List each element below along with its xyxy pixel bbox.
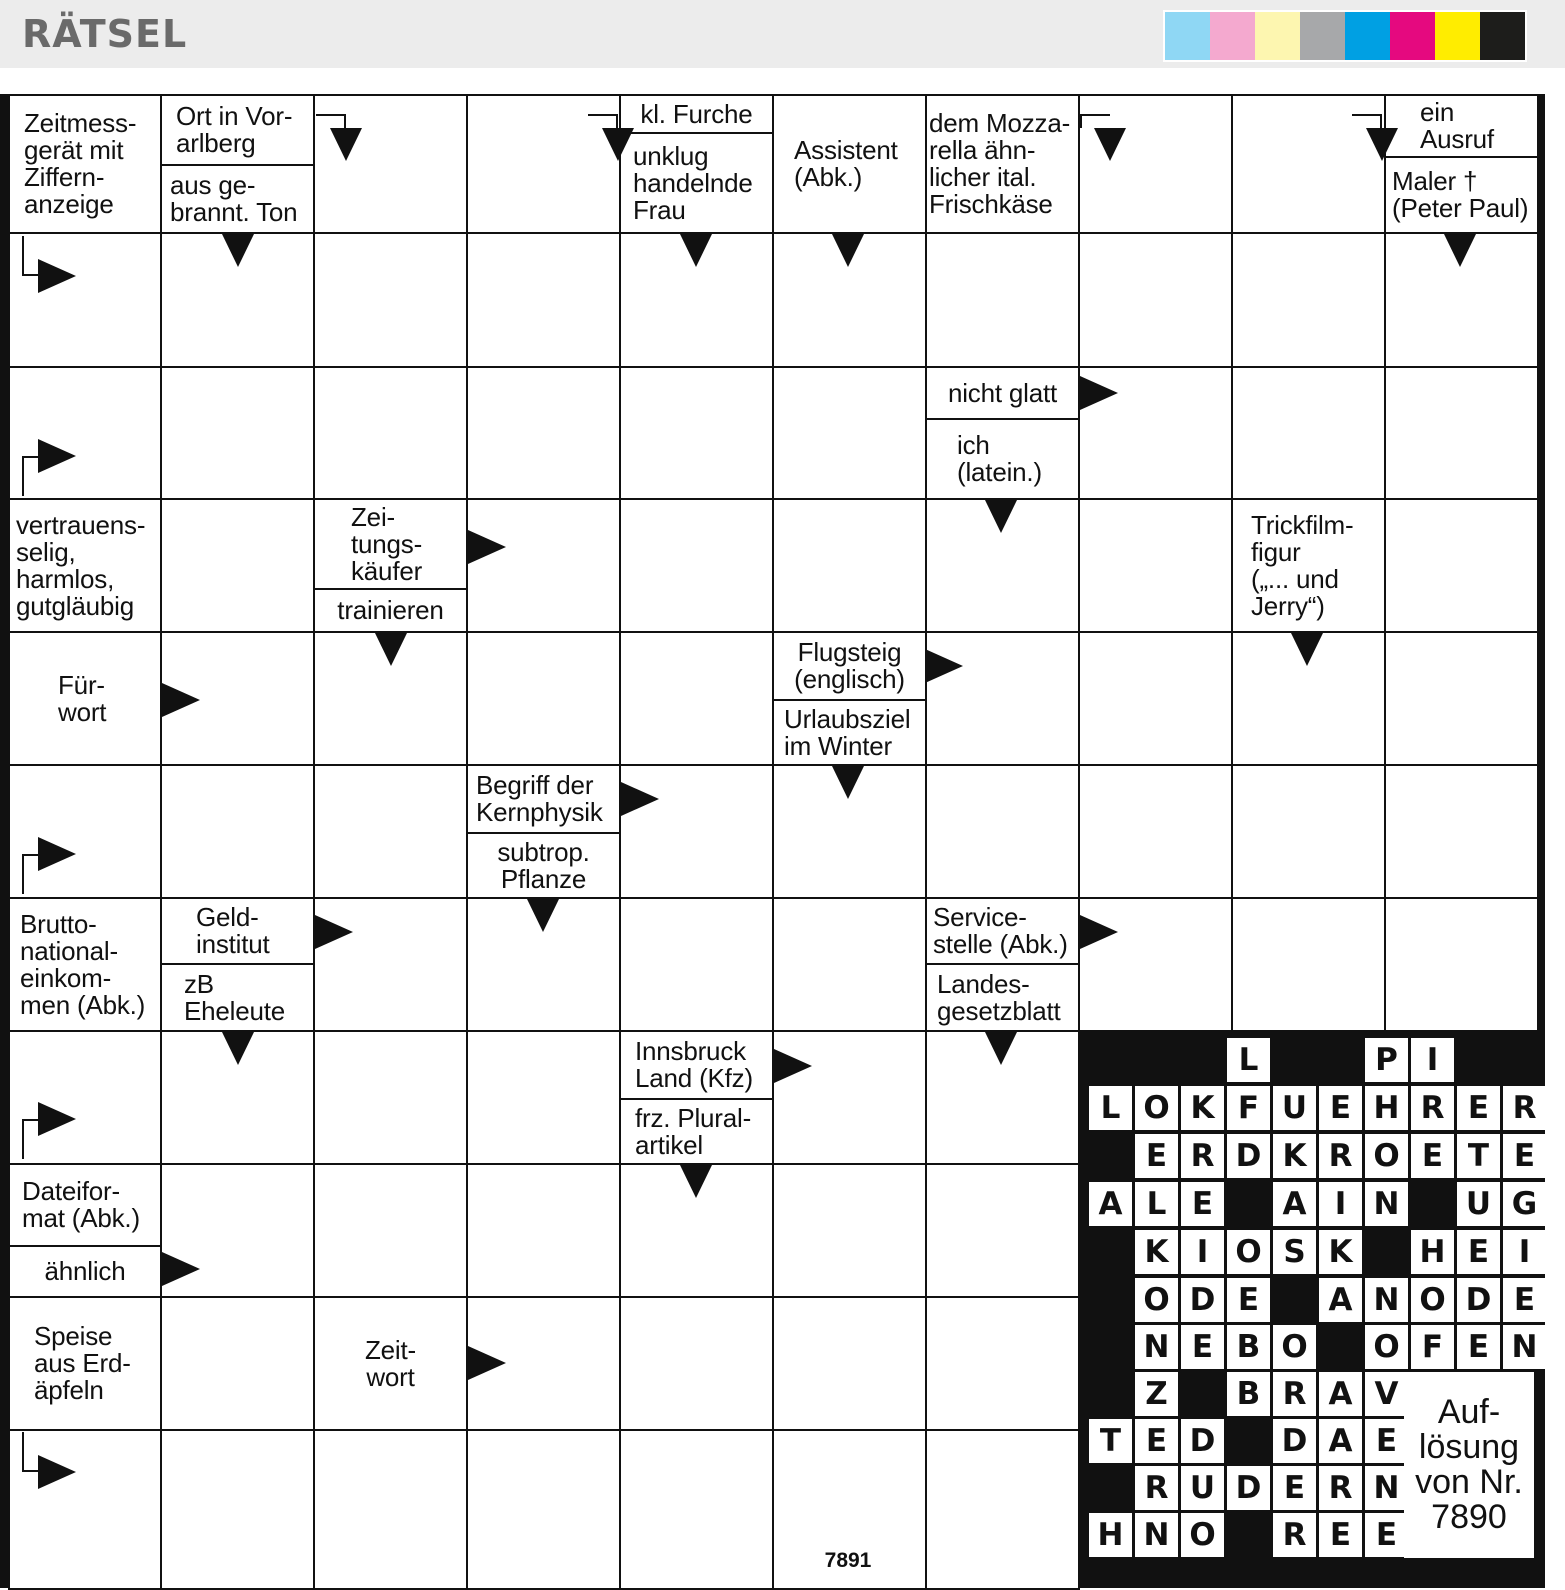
down-arrow-icon: [1444, 234, 1476, 267]
right-arrow-icon: [38, 837, 76, 871]
right-arrow-icon: [468, 530, 506, 564]
clue-servicestelle: Service- stelle (Abk.): [925, 897, 1080, 965]
solution-letter: I: [1411, 1038, 1454, 1082]
solution-letter: D: [1227, 1466, 1270, 1510]
solution-letter: Z: [1135, 1372, 1178, 1416]
color-swatch: [1435, 12, 1480, 60]
answer-cell[interactable]: [619, 498, 774, 633]
down-arrow-icon: [680, 1165, 712, 1198]
clue-mozzarella: dem Mozza- rella ähn- licher ital. Frischkäse: [925, 94, 1080, 234]
solution-letter: U: [1181, 1466, 1224, 1510]
right-arrow-icon: [621, 782, 659, 816]
clue-dateiformat: Dateifor- mat (Abk.): [8, 1163, 162, 1247]
answer-cell[interactable]: [1384, 631, 1539, 766]
answer-cell[interactable]: [1384, 498, 1539, 633]
solution-letter: V: [1365, 1372, 1408, 1416]
answer-cell[interactable]: [925, 764, 1080, 899]
solution-letter: N: [1135, 1513, 1178, 1557]
answer-cell[interactable]: [925, 232, 1080, 368]
solution-letter: E: [1181, 1182, 1224, 1226]
color-swatch: [1210, 12, 1255, 60]
down-arrow-icon: [1291, 633, 1323, 666]
right-arrow-icon: [315, 915, 353, 949]
solution-letter: K: [1273, 1134, 1316, 1178]
solution-letter: N: [1365, 1466, 1408, 1510]
solution-letter: E: [1503, 1134, 1546, 1178]
down-arrow-icon: [375, 633, 407, 666]
solution-letter: L: [1089, 1086, 1132, 1130]
answer-cell[interactable]: [313, 764, 468, 899]
solution-letter: I: [1181, 1230, 1224, 1274]
answer-cell[interactable]: [619, 366, 774, 500]
solution-letter: E: [1365, 1513, 1408, 1557]
color-swatch: [1165, 12, 1210, 60]
answer-cell[interactable]: [619, 897, 774, 1032]
answer-cell[interactable]: [772, 1163, 927, 1298]
solution-letter: A: [1273, 1182, 1316, 1226]
solution-letter: D: [1457, 1278, 1500, 1322]
solution-letter: R: [1503, 1086, 1546, 1130]
solution-letter: B: [1227, 1372, 1270, 1416]
down-arrow-icon: [330, 128, 362, 161]
solution-letter: D: [1181, 1278, 1224, 1322]
solution-letter: E: [1411, 1134, 1454, 1178]
clue-zeitmessgeraet: Zeitmess- gerät mit Ziffern- anzeige: [8, 94, 162, 234]
right-arrow-icon: [774, 1049, 812, 1083]
clue-ausruf: ein Ausruf: [1384, 94, 1539, 158]
solution-letter: A: [1319, 1372, 1362, 1416]
answer-cell[interactable]: [466, 498, 621, 633]
answer-cell[interactable]: [466, 1163, 621, 1298]
clue-trainieren: trainieren: [313, 588, 468, 633]
clue-landesgesetzblatt: Landes- gesetzblatt: [925, 963, 1080, 1032]
answer-cell[interactable]: [160, 1429, 315, 1590]
solution-letter: B: [1227, 1325, 1270, 1369]
solution-letter: R: [1273, 1513, 1316, 1557]
solution-letter: E: [1365, 1419, 1408, 1463]
answer-cell[interactable]: [1384, 764, 1539, 899]
corner-arrow-line: [1080, 114, 1110, 128]
clue-kl-furche: kl. Furche: [619, 94, 774, 134]
answer-cell[interactable]: [772, 897, 927, 1032]
color-swatch: [1255, 12, 1300, 60]
down-arrow-icon: [527, 899, 559, 932]
color-swatch: [1480, 12, 1525, 60]
solution-letter: E: [1457, 1086, 1500, 1130]
down-arrow-icon: [1366, 128, 1398, 161]
clue-urlaubsziel: Urlaubsziel im Winter: [772, 699, 927, 766]
color-swatch: [1300, 12, 1345, 60]
solution-grid: [1078, 1030, 1545, 1588]
clue-aehnlich: ähnlich: [8, 1245, 162, 1298]
right-arrow-icon: [38, 1455, 76, 1489]
solution-letter: K: [1319, 1230, 1362, 1274]
solution-letter: O: [1135, 1086, 1178, 1130]
solution-letter: A: [1319, 1278, 1362, 1322]
solution-letter: L: [1227, 1038, 1270, 1082]
answer-cell[interactable]: [1384, 366, 1539, 500]
solution-letter: N: [1365, 1182, 1408, 1226]
answer-cell[interactable]: [466, 366, 621, 500]
answer-cell[interactable]: [466, 232, 621, 368]
down-arrow-icon: [222, 1032, 254, 1065]
answer-cell[interactable]: [772, 1296, 927, 1431]
solution-letter: O: [1273, 1325, 1316, 1369]
clue-innsbruck: Innsbruck Land (Kfz): [619, 1030, 774, 1100]
answer-cell[interactable]: [160, 764, 315, 899]
solution-letter: S: [1273, 1230, 1316, 1274]
clue-gebrannt-ton: aus ge- brannt. Ton: [160, 164, 315, 234]
color-swatch: [1390, 12, 1435, 60]
clue-nicht-glatt: nicht glatt: [925, 366, 1080, 420]
answer-cell[interactable]: [925, 1163, 1080, 1298]
answer-cell[interactable]: [1231, 897, 1386, 1032]
corner-arrow-line: [588, 114, 618, 128]
clue-eheleute: zB Eheleute: [160, 963, 315, 1032]
clue-assistent: Assistent (Abk.): [772, 94, 927, 234]
page-title: RÄTSEL: [22, 12, 188, 56]
solution-letter: T: [1457, 1134, 1500, 1178]
solution-letter: E: [1135, 1134, 1178, 1178]
right-arrow-icon: [162, 683, 200, 717]
answer-cell[interactable]: [619, 1429, 774, 1590]
solution-letter: H: [1365, 1086, 1408, 1130]
clue-vertrauensselig: vertrauens- selig, harmlos, gutgläubig: [8, 498, 162, 633]
solution-letter: E: [1227, 1278, 1270, 1322]
solution-letter: O: [1181, 1513, 1224, 1557]
down-arrow-icon: [832, 766, 864, 799]
solution-letter: R: [1319, 1134, 1362, 1178]
solution-letter: U: [1273, 1086, 1316, 1130]
answer-cell[interactable]: [619, 631, 774, 766]
answer-cell[interactable]: [313, 1163, 468, 1298]
solution-letter: H: [1089, 1513, 1132, 1557]
solution-letter: R: [1181, 1134, 1224, 1178]
clue-frz-plural: frz. Plural- artikel: [619, 1098, 774, 1165]
solution-letter: O: [1227, 1230, 1270, 1274]
puzzle-number: 7891: [812, 1546, 884, 1576]
answer-cell[interactable]: [313, 232, 468, 368]
solution-letter: P: [1365, 1038, 1408, 1082]
clue-ort-vorarlberg: Ort in Vor- arlberg: [160, 94, 315, 166]
answer-cell[interactable]: [1078, 631, 1233, 766]
solution-letter: E: [1181, 1325, 1224, 1369]
right-arrow-icon: [1080, 376, 1118, 410]
answer-cell[interactable]: [160, 366, 315, 500]
solution-letter: O: [1365, 1134, 1408, 1178]
clue-speise: Speise aus Erd- äpfeln: [8, 1296, 162, 1431]
solution-letter: A: [1089, 1182, 1132, 1226]
clue-flugsteig: Flugsteig (englisch): [772, 631, 927, 701]
down-arrow-icon: [1094, 128, 1126, 161]
down-arrow-icon: [222, 234, 254, 267]
answer-cell[interactable]: [466, 1429, 621, 1590]
right-arrow-icon: [38, 439, 76, 473]
down-arrow-icon: [832, 234, 864, 267]
answer-cell[interactable]: [1078, 764, 1233, 899]
answer-cell[interactable]: [313, 366, 468, 500]
answer-cell[interactable]: [1078, 232, 1233, 368]
clue-subtrop: subtrop. Pflanze: [466, 832, 621, 899]
header-bar: [0, 0, 1565, 68]
solution-letter: A: [1319, 1419, 1362, 1463]
solution-letter: E: [1319, 1086, 1362, 1130]
solution-letter: U: [1457, 1182, 1500, 1226]
solution-letter: E: [1503, 1278, 1546, 1322]
solution-letter: I: [1503, 1230, 1546, 1274]
clue-geldinstitut: Geld- institut: [160, 897, 315, 965]
answer-cell[interactable]: [313, 1030, 468, 1165]
answer-cell[interactable]: [160, 498, 315, 633]
solution-letter: N: [1503, 1325, 1546, 1369]
answer-cell[interactable]: [313, 1429, 468, 1590]
clue-zeitungskaeufer: Zei- tungs- käufer: [313, 498, 468, 590]
solution-caption: Auf- lösung von Nr. 7890: [1404, 1372, 1534, 1558]
solution-letter: K: [1181, 1086, 1224, 1130]
answer-cell[interactable]: [1231, 366, 1386, 500]
solution-letter: N: [1135, 1325, 1178, 1369]
right-arrow-icon: [38, 259, 76, 293]
right-arrow-icon: [925, 649, 963, 683]
color-swatch: [1345, 12, 1390, 60]
solution-letter: I: [1319, 1182, 1362, 1226]
answer-cell[interactable]: [160, 1296, 315, 1431]
solution-letter: L: [1135, 1182, 1178, 1226]
right-arrow-icon: [468, 1346, 506, 1380]
answer-cell[interactable]: [1384, 897, 1539, 1032]
clue-fuerwort: Für- wort: [8, 631, 162, 766]
clue-unklug-frau: unklug handelnde Frau: [619, 132, 774, 234]
solution-letter: D: [1227, 1134, 1270, 1178]
solution-letter: D: [1273, 1419, 1316, 1463]
solution-letter: F: [1227, 1086, 1270, 1130]
answer-cell[interactable]: [925, 1296, 1080, 1431]
solution-letter: K: [1135, 1230, 1178, 1274]
answer-cell[interactable]: [1231, 232, 1386, 368]
answer-cell[interactable]: [925, 1429, 1080, 1590]
clue-kernphysik: Begriff der Kernphysik: [466, 764, 621, 834]
solution-letter: E: [1135, 1419, 1178, 1463]
right-arrow-icon: [1080, 915, 1118, 949]
solution-letter: D: [1181, 1419, 1224, 1463]
solution-letter: O: [1135, 1278, 1178, 1322]
solution-letter: E: [1319, 1513, 1362, 1557]
corner-arrow-line: [1352, 114, 1382, 128]
answer-cell[interactable]: [466, 631, 621, 766]
solution-letter: G: [1503, 1182, 1546, 1226]
solution-letter: E: [1457, 1325, 1500, 1369]
answer-cell[interactable]: [1078, 498, 1233, 633]
clue-ich-latein: ich (latein.): [925, 418, 1080, 500]
solution-letter: T: [1089, 1419, 1132, 1463]
down-arrow-icon: [602, 128, 634, 161]
answer-cell[interactable]: [466, 1030, 621, 1165]
clue-zeitwort: Zeit- wort: [313, 1296, 468, 1431]
solution-letter: N: [1365, 1278, 1408, 1322]
solution-letter: R: [1135, 1466, 1178, 1510]
down-arrow-icon: [680, 234, 712, 267]
clue-maler: Maler † (Peter Paul): [1384, 156, 1539, 234]
solution-letter: H: [1411, 1230, 1454, 1274]
corner-arrow-line: [316, 114, 346, 128]
answer-cell[interactable]: [772, 366, 927, 500]
solution-letter: R: [1273, 1372, 1316, 1416]
answer-cell[interactable]: [1231, 764, 1386, 899]
down-arrow-icon: [985, 500, 1017, 533]
solution-letter: F: [1411, 1325, 1454, 1369]
down-arrow-icon: [985, 1032, 1017, 1065]
solution-letter: E: [1273, 1466, 1316, 1510]
solution-letter: R: [1411, 1086, 1454, 1130]
clue-trickfilmfigur: Trickfilm- figur („... und Jerry“): [1231, 498, 1386, 633]
right-arrow-icon: [38, 1102, 76, 1136]
solution-letter: O: [1365, 1325, 1408, 1369]
right-arrow-icon: [162, 1252, 200, 1286]
answer-cell[interactable]: [619, 1296, 774, 1431]
clue-bruttonational: Brutto- national- einkom- men (Abk.): [8, 897, 162, 1032]
solution-letter: O: [1411, 1278, 1454, 1322]
solution-letter: R: [1319, 1466, 1362, 1510]
color-calibration-bar: [1163, 10, 1527, 62]
solution-letter: E: [1457, 1230, 1500, 1274]
answer-cell[interactable]: [772, 498, 927, 633]
